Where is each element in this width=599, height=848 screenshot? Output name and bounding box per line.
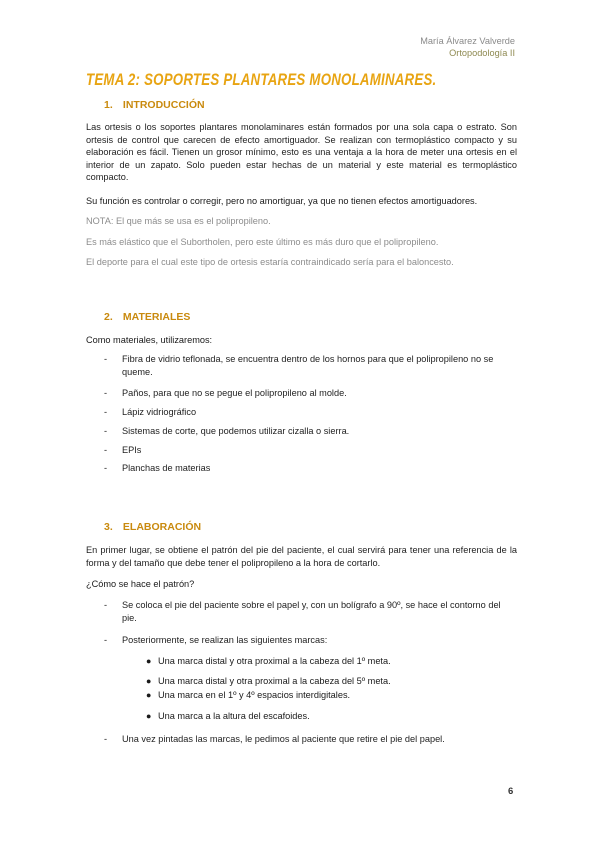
section-title: ELABORACIÓN: [122, 521, 202, 533]
elaboration-question: ¿Cómo se hace el patrón?: [86, 579, 195, 589]
intro-note: El deporte para el cual este tipo de ortesis estaría contraindicado sería para el baloncesto.: [86, 257, 454, 267]
materials-lead: Como materiales, utilizaremos:: [86, 335, 213, 345]
list-bullet: -: [104, 600, 108, 610]
list-item: Paños, para que no se pegue el polipropileno al molde.: [122, 388, 347, 398]
sub-list-item: Una marca en el 1º y 4º espacios interdigitales.: [158, 690, 351, 700]
page-header: [420, 35, 515, 59]
list-item: Se coloca el pie del paciente sobre el papel y, con un bolígrafo a 90º, se hace el contorno del pie.: [122, 600, 501, 623]
section-title: MATERIALES: [122, 311, 191, 323]
intro-note: Es más elástico que el Subortholen, pero este último es más duro que el polipropileno.: [86, 237, 439, 247]
list-item: Planchas de materias: [122, 463, 211, 473]
intro-function: Su función es controlar o corregir, pero no amortiguar, ya que no tienen efectos amortiguadores.: [86, 196, 478, 206]
sub-list-item: Una marca distal y otra proximal a la cabeza del 5º meta.: [158, 676, 391, 686]
sub-list-item: Una marca a la altura del escafoides.: [158, 711, 310, 721]
elaboration-paragraph: En primer lugar, se obtiene el patrón del pie del paciente, el cual servirá para tener una referencia de la forma y del tamaño que debe tener el polipropileno a la hora de cortarlo.: [86, 545, 517, 568]
document-title: TEMA 2: SOPORTES PLANTARES MONOLAMINARES.: [86, 70, 437, 89]
sub-list-bullet: ●: [146, 656, 152, 666]
section-heading-elaboracion: [104, 521, 201, 533]
section-number: 1.: [104, 99, 113, 111]
list-bullet: -: [104, 354, 108, 364]
section-number: 3.: [104, 521, 113, 533]
list-bullet: -: [104, 734, 108, 744]
sub-list-bullet: ●: [146, 676, 152, 686]
intro-paragraph: Las ortesis o los soportes plantares monolaminares están formados por una sola capa o estrato. Son ortesis de control que carecen de efecto amortiguador. Se realizan con termoplástico compacto y su elaboración es fácil. Tienen un grosor mínimo, esto es una ventaja a la hora de meter una ortesis en el interior de un zapato. Solo pueden estar hechas de un material y este material es termoplástico compacto.: [86, 122, 517, 183]
sub-list-item: Una marca distal y otra proximal a la cabeza del 1º meta.: [158, 656, 391, 666]
intro-note: NOTA: El que más se usa es el polipropileno.: [86, 216, 271, 226]
header-author: María Álvarez Valverde: [420, 36, 515, 46]
list-item: Lápiz vidriográfico: [122, 407, 197, 417]
sub-list-bullet: ●: [146, 690, 152, 700]
list-bullet: -: [104, 445, 108, 455]
list-item: Una vez pintadas las marcas, le pedimos al paciente que retire el pie del papel.: [122, 734, 445, 744]
list-bullet: -: [104, 635, 108, 645]
list-item: EPIs: [122, 445, 142, 455]
list-item: Posteriormente, se realizan las siguientes marcas:: [122, 635, 328, 645]
section-number: 2.: [104, 311, 113, 323]
list-bullet: -: [104, 407, 108, 417]
page-number: 6: [508, 786, 514, 797]
list-bullet: -: [104, 388, 108, 398]
header-subject: Ortopodología II: [449, 48, 515, 58]
sub-list-bullet: ●: [146, 711, 152, 721]
list-bullet: -: [104, 426, 108, 436]
list-item: Sistemas de corte, que podemos utilizar cizalla o sierra.: [122, 426, 350, 436]
section-heading-introduccion: [104, 99, 205, 111]
section-heading-materiales: [104, 311, 190, 323]
list-item: Fibra de vidrio teflonada, se encuentra dentro de los hornos para que el polipropileno no se queme.: [122, 354, 494, 377]
list-bullet: -: [104, 463, 108, 473]
section-title: INTRODUCCIÓN: [122, 99, 205, 111]
